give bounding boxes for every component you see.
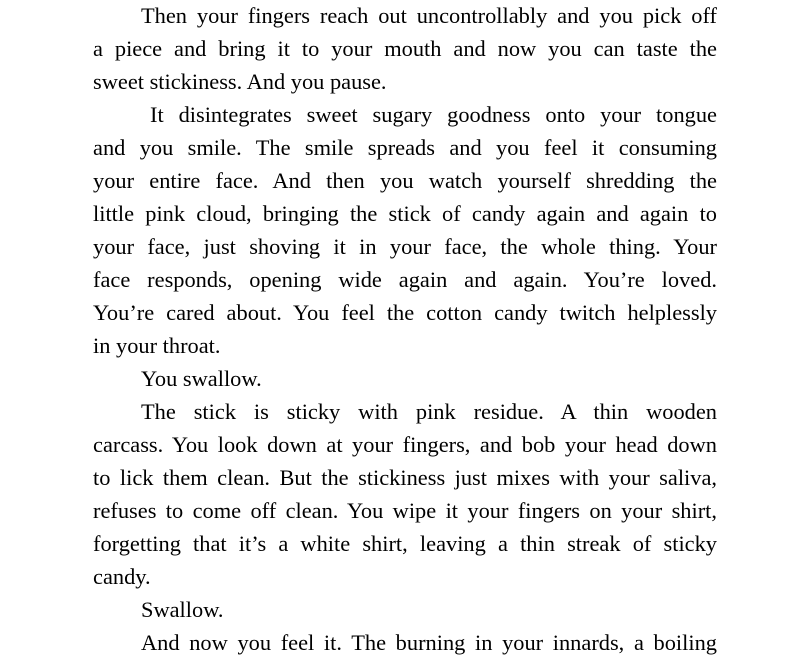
text-line-13: The stick is sticky with pink residue. A thin wooden [141, 399, 717, 424]
text-line-1: Then your fingers reach out uncontrollably and you pick off [141, 3, 717, 28]
text-line-9: face responds, opening wide again and again. You’re loved. [93, 267, 717, 292]
text-line-2: a piece and bring it to your mouth and now you can taste the [93, 36, 717, 61]
text-line-6: your entire face. And then you watch yourself shredding the [93, 168, 717, 193]
text-line-19: Swallow. [141, 597, 224, 622]
text-line-12: You swallow. [141, 366, 262, 391]
text-line-17: forgetting that it’s a white shirt, leaving a thin streak of sticky [93, 531, 717, 556]
text-line-3: sweet stickiness. And you pause. [93, 69, 387, 94]
text-line-20: And now you feel it. The burning in your innards, a boiling [141, 630, 717, 655]
text-line-14: carcass. You look down at your fingers, and bob your head down [93, 432, 717, 457]
text-line-16: refuses to come off clean. You wipe it your fingers on your shirt, [93, 498, 717, 523]
text-line-8: your face, just shoving it in your face, the whole thing. Your [93, 234, 717, 259]
text-line-18: candy. [93, 564, 151, 589]
text-line-7: little pink cloud, bringing the stick of candy again and again to [93, 201, 717, 226]
text-line-15: to lick them clean. But the stickiness just mixes with your saliva, [93, 465, 717, 490]
text-line-11: in your throat. [93, 333, 221, 358]
text-line-5: and you smile. The smile spreads and you feel it consuming [93, 135, 717, 160]
text-line-10: You’re cared about. You feel the cotton candy twitch helplessly [93, 300, 717, 325]
text-line-4: It disintegrates sweet sugary goodness onto your tongue [150, 102, 717, 127]
